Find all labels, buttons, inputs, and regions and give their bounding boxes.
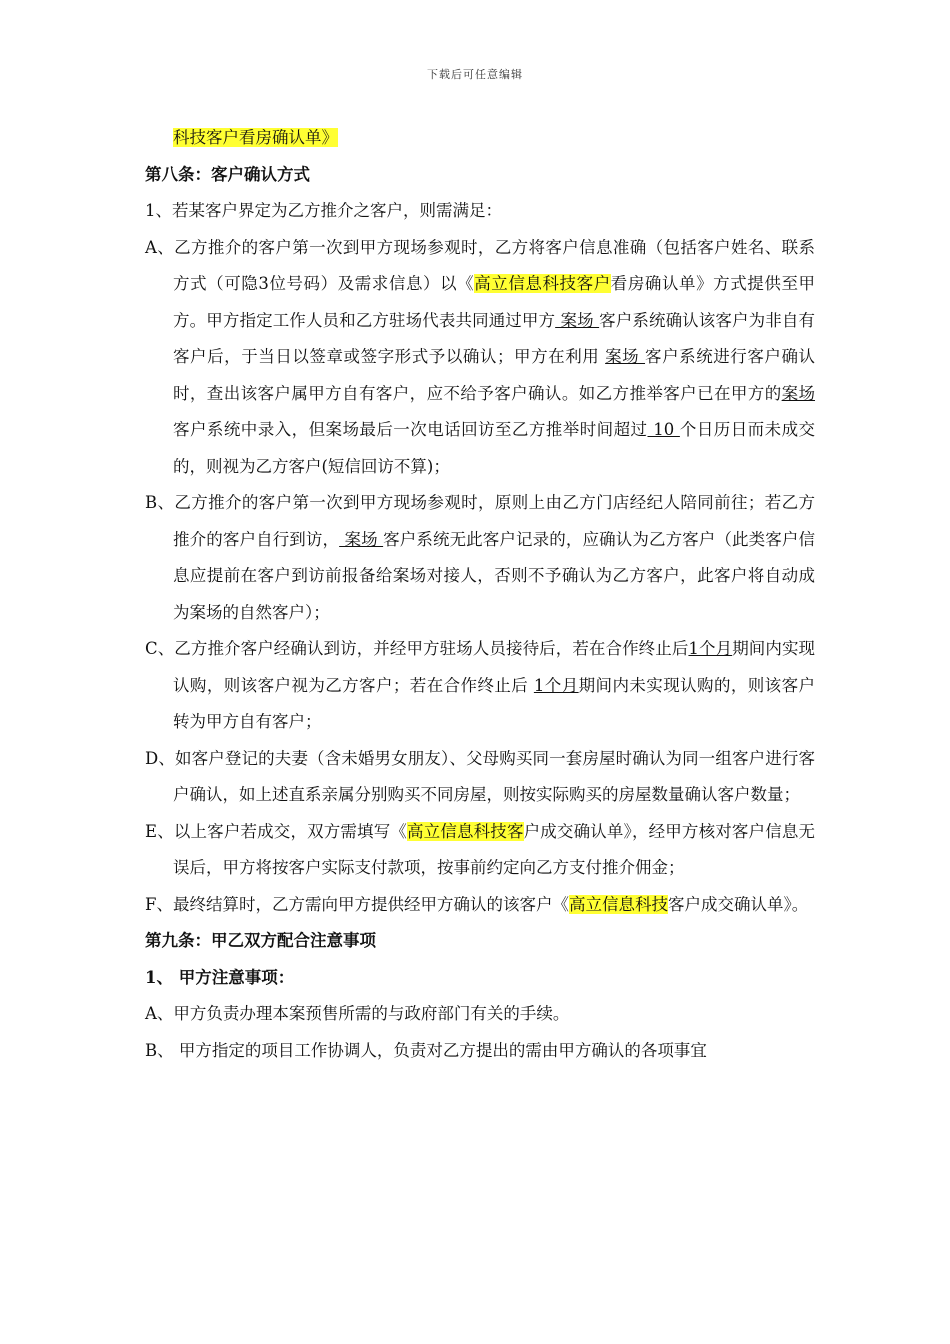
highlighted-text: 高立信息科技 bbox=[568, 894, 668, 914]
clause-a: A、乙方推介的客户第一次到甲方现场参观时，乙方将客户信息准确（包括客户姓名、联系方式（可隐3位号码）及需求信息）以《高立信息科技客户看房确认单》方式提供至甲方。甲方指定工作人员和乙方驻场代表共同通过甲方 案场 客户系统确认该客户为非自有客户后，于当日以签章或签字形式予以确认；甲方在利用 案场 客户系统进行客户确认时，查出该客户属甲方自有客户，应不给予客户确认。如乙方推举客户已在甲方的案场 客户系统中录入，但案场最后一次电话回访至乙方推举时间超过 10 个日历日而未成交的，则视为乙方客户(短信回访不算)； bbox=[145, 237, 816, 476]
section-1-item-b: B、 甲方指定的项目工作协调人，负责对乙方提出的需由甲方确认的各项事宜 bbox=[145, 1040, 707, 1060]
clause-f: F、最终结算时，乙方需向甲方提供经甲方确认的该客户《高立信息科技客户成交确认单》。 bbox=[145, 894, 809, 914]
underlined-text: 案场 bbox=[339, 529, 384, 549]
underlined-text: 1个月 bbox=[533, 675, 579, 695]
document-body bbox=[145, 120, 815, 1069]
clause-b: B、乙方推介的客户第一次到甲方现场参观时，原则上由乙方门店经纪人陪同前往；若乙方推介的客户自行到访， 案场 客户系统无此客户记录的，应确认为乙方客户（此类客户信息应提前在客户到访前报备给案场对接人，否则不予确认为乙方客户，此客户将自动成为案场的自然客户）； bbox=[145, 493, 815, 622]
section-1-item-a: A、甲方负责办理本案预售所需的与政府部门有关的手续。 bbox=[145, 1004, 570, 1023]
underlined-text: 案场 bbox=[605, 347, 646, 366]
highlighted-text: 高立信息科技客户 bbox=[474, 274, 611, 293]
article-8-title: 第八条：客户确认方式 bbox=[145, 164, 310, 184]
continued-line bbox=[145, 120, 815, 157]
clause-c: C、乙方推介客户经确认到访，并经甲方驻场人员接待后，若在合作终止后1个月期间内实现认购，则该客户视为乙方客户；若在合作终止后 1个月期间内未实现认购的，则该客户转为甲方自有客户； bbox=[145, 639, 816, 731]
highlighted-text: 科技客户看房确认单》 bbox=[173, 128, 338, 147]
underlined-text: 1个月 bbox=[688, 639, 733, 658]
page-header: 下载后可任意编辑 bbox=[427, 68, 523, 81]
section-1-title: 1、 甲方注意事项： bbox=[145, 967, 295, 987]
underlined-text: 案场 bbox=[555, 310, 600, 330]
clause-d: D、如客户登记的夫妻（含未婚男女朋友）、父母购买同一套房屋时确认为同一组客户进行客户确认，如上述直系亲属分别购买不同房屋，则按实际购买的房屋数量确认客户数量； bbox=[145, 748, 815, 804]
article-9-title: 第九条：甲乙双方配合注意事项 bbox=[145, 931, 376, 950]
clause-e: E、以上客户若成交，双方需填写《高立信息科技客户成交确认单》，经甲方核对客户信息无误后，甲方将按客户实际支付款项，按事前约定向乙方支付推介佣金； bbox=[145, 821, 816, 877]
highlighted-text: 高立信息科技客 bbox=[407, 821, 524, 841]
underlined-text: 案场 bbox=[781, 383, 816, 403]
clause-1: 1、若某客户界定为乙方推介之客户，则需满足： bbox=[145, 201, 502, 220]
underlined-text: 10 bbox=[647, 420, 680, 439]
